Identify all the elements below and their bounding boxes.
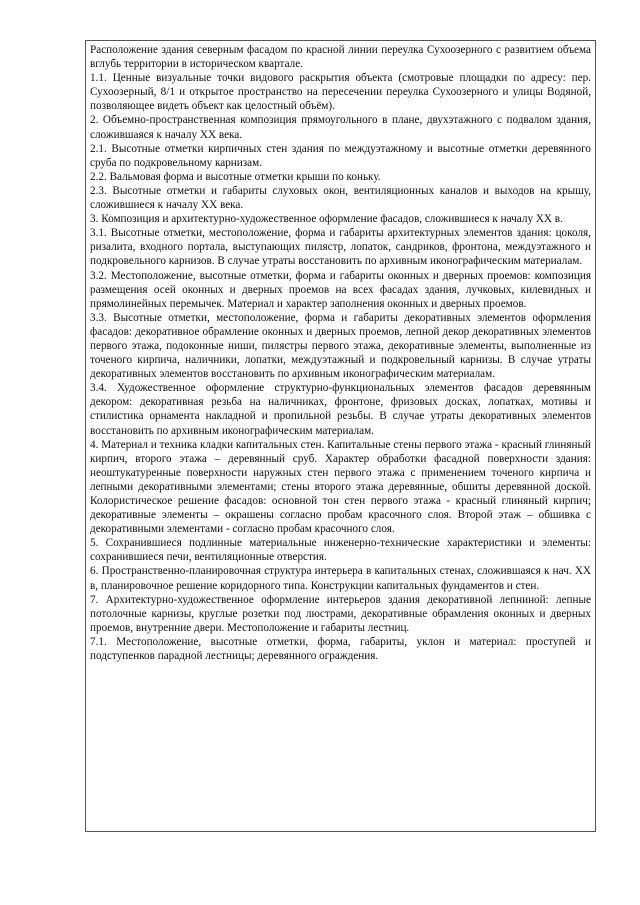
paragraph-6: 6. Пространственно-планировочная структура интерьера в капитальных стенах, сложившаяся к нач. ХХ в, планировочное решение коридорного типа. Конструкции капитальных фундаментов и стен. bbox=[90, 565, 591, 592]
paragraph-2: 2. Объемно-пространственная композиция прямоугольного в плане, двухэтажного с подвалом здания, сложившаяся к началу ХХ века. bbox=[90, 114, 591, 141]
paragraph-7: 7. Архитектурно-художественное оформление интерьеров здания декоративной лепниной: лепные потолочные карнизы, круглые розетки под люстрами, декоративные обрамления оконных и дверных проемов, внутренние двери. Местоположение и габариты лестниц. bbox=[90, 593, 591, 634]
paragraph-4: 4. Материал и техника кладки капитальных стен. Капитальные стены первого этажа - красный глиняный кирпич, второго этажа – деревянный сруб. Характер обработки фасадной поверхности здания: неоштукатуренные поверхности наружных стен первого этажа с применением точеного кирпича и лепными декоративными элементами; стены второго этажа деревянные, обшиты деревянной доской. Колористическое решение фасадов: основной тон стен первого этажа - красный глиняный кирпич; декоративные элементы – окрашены согласно пробам красочного слоя. Второй этаж – обшивка с декоративными элементами - согласно пробам красочного слоя. bbox=[90, 438, 591, 536]
paragraph-3-3: 3.3. Высотные отметки, местоположение, форма и габариты декоративных элементов оформления фасадов: декоративное обрамление оконных и дверных проемов, лепной декор декоративных элементов первого этажа, подоконные ниши, пилястры первого этажа, декоративные элементы, выполненные из точеного кирпича, наличники, лопатки, междуэтажный и подкровельный карнизы. В случае утраты декоративных элементов восстановить по архивным иконографическим материалам. bbox=[90, 311, 591, 381]
paragraph-2-2: 2.2. Вальмовая форма и высотные отметки крыши по коньку. bbox=[90, 170, 381, 183]
paragraph-3-1: 3.1. Высотные отметки, местоположение, форма и габариты архитектурных элементов здания: цоколя, ризалита, входного портала, выступающих пилястр, лопаток, сандриков, фронтона, междуэтажного и подкровельного карнизов. В случае утраты восстановить по архивным иконографическим материалам. bbox=[90, 227, 591, 268]
paragraph-1-1: 1.1. Ценные визуальные точки видового раскрытия объекта (смотровые площадки по адресу: пер. Сухоозерный, 8/1 и открытое пространство на пересечении переулка Сухоозерного и улицы Водяной, позволяющее видеть объект как целостный объём). bbox=[90, 72, 591, 113]
paragraph-intro: Расположение здания северным фасадом по красной линии переулка Сухоозерного с развитием объема вглубь территории в историческом квартале. bbox=[90, 44, 591, 71]
paragraph-2-3: 2.3. Высотные отметки и габариты слуховых окон, вентиляционных каналов и выходов на крышу, сложившиеся к началу ХХ века. bbox=[90, 184, 591, 212]
paragraph-3: 3. Композиция и архитектурно-художественное оформление фасадов, сложившиеся к началу ХХ в. bbox=[90, 213, 563, 226]
paragraph-7-1: 7.1. Местоположение, высотные отметки, форма, габариты, уклон и материал: проступей и подступенков парадной лестницы; деревянного ограждения. bbox=[90, 635, 591, 663]
paragraph-2-1: 2.1. Высотные отметки кирпичных стен здания по междуэтажному и высотные отметки деревянного сруба по подкровельному карнизам. bbox=[90, 142, 591, 169]
paragraph-5: 5. Сохранившиеся подлинные материальные инженерно-технические характеристики и элементы: сохранившиеся печи, вентиляционные отверстия. bbox=[90, 537, 591, 564]
paragraph-3-2: 3.2. Местоположение, высотные отметки, форма и габариты оконных и дверных проемов: композиция размещения осей оконных и дверных проемов на всех фасадах здания, лучковых, килевидных и прямолинейных перемычек. Материал и характер заполнения оконных и дверных проемов. bbox=[90, 269, 591, 310]
document-page bbox=[85, 40, 596, 832]
paragraph-3-4: 3.4. Художественное оформление структурно-функциональных элементов фасадов деревянным декором: декоративная резьба на наличниках, фронтоне, фризовых досках, лопатках, мотивы и стилистика орнамента накладной и пропильной резьбы. В случае утраты декоративных элементов восстановить по архивным иконографическим материалам. bbox=[90, 382, 591, 437]
